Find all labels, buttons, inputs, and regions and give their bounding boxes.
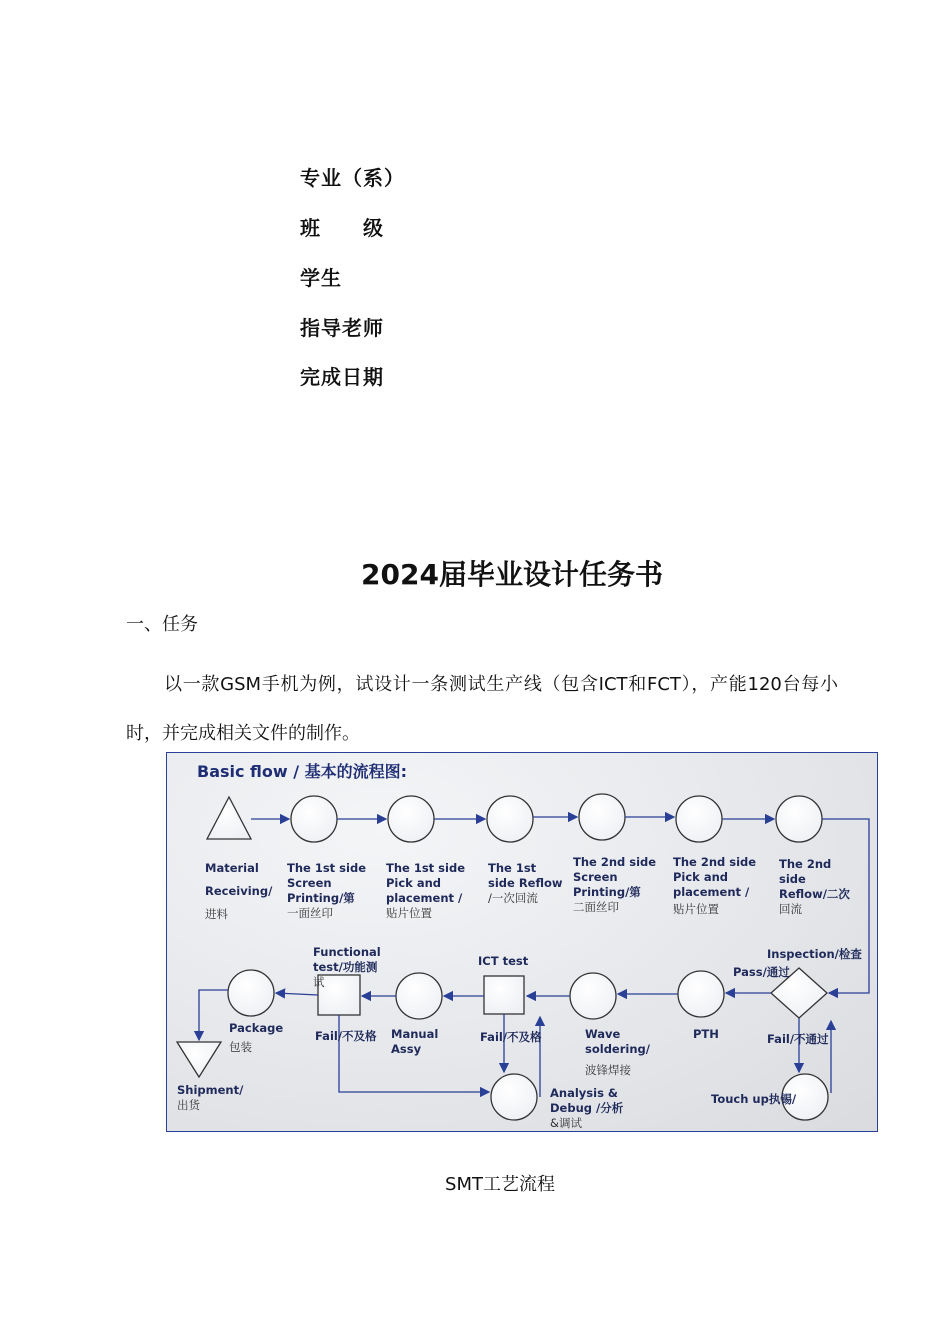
label-second-reflow: The 2nd side Reflow/二次 回流	[779, 857, 850, 916]
package-circle	[228, 970, 274, 1016]
ict-box	[484, 976, 524, 1014]
label-wave: Wave soldering/ 波锋焊接	[585, 1027, 650, 1077]
second-print-circle	[579, 794, 625, 840]
flow-graphics	[167, 753, 878, 1132]
task-paragraph: 以一款GSM手机为例，试设计一条测试生产线（包含ICT和FCT），产能120台每小时，并完成相关文件的制作。	[126, 674, 838, 744]
pth-circle	[678, 971, 724, 1017]
field-student: 学生	[300, 266, 342, 290]
wave-circle	[570, 973, 616, 1019]
analysis-circle	[491, 1074, 537, 1120]
label-second-print: The 2nd side Screen Printing/第 二面丝印	[573, 855, 657, 914]
label-first-pick: The 1st side Pick and placement / 贴片位置	[386, 861, 466, 920]
label-pass: Pass/通过	[733, 965, 790, 979]
field-date: 完成日期	[300, 365, 384, 389]
label-shipment: Shipment/ 出货	[177, 1083, 244, 1112]
label-touch-up: Touch up执锡/	[711, 1092, 797, 1106]
label-material: Material Receiving/ 进料	[205, 861, 273, 921]
field-class: 班 级	[300, 216, 384, 240]
field-advisor: 指导老师	[300, 316, 384, 340]
flow-diagram	[166, 752, 878, 1132]
label-analysis: Analysis & Debug /分析 &调试	[550, 1086, 624, 1130]
label-fail-inspection: Fail/不通过	[767, 1032, 829, 1046]
manual-circle	[396, 973, 442, 1019]
first-reflow-circle	[487, 796, 533, 842]
second-pick-circle	[676, 796, 722, 842]
first-print-circle	[291, 796, 337, 842]
section-heading: 一、任务	[126, 614, 198, 635]
label-second-pick: The 2nd side Pick and placement / 贴片位置	[673, 855, 757, 916]
label-pth: PTH	[693, 1027, 719, 1041]
shipment-triangle	[177, 1042, 221, 1077]
document-title: 2024届毕业设计任务书	[361, 558, 663, 591]
figure-caption: SMT工艺流程	[445, 1174, 555, 1195]
label-ict: ICT test	[478, 954, 529, 968]
label-fail-fct: Fail/不及格	[315, 1029, 377, 1043]
label-package: Package 包装	[229, 1021, 284, 1054]
flow-heading: Basic flow / 基本的流程图:	[197, 762, 408, 781]
label-first-reflow: The 1st side Reflow /一次回流	[488, 861, 563, 905]
first-pick-circle	[388, 796, 434, 842]
label-manual: Manual Assy	[391, 1027, 439, 1056]
label-functional: Functional test/功能测 试	[313, 945, 381, 989]
second-reflow-circle	[776, 796, 822, 842]
material-triangle	[207, 797, 251, 839]
label-first-print: The 1st side Screen Printing/第 一面丝印	[287, 861, 367, 920]
field-major: 专业（系）	[300, 166, 405, 190]
label-inspection: Inspection/检查	[767, 947, 862, 961]
label-fail-ict: Fail/不及格	[480, 1030, 542, 1044]
